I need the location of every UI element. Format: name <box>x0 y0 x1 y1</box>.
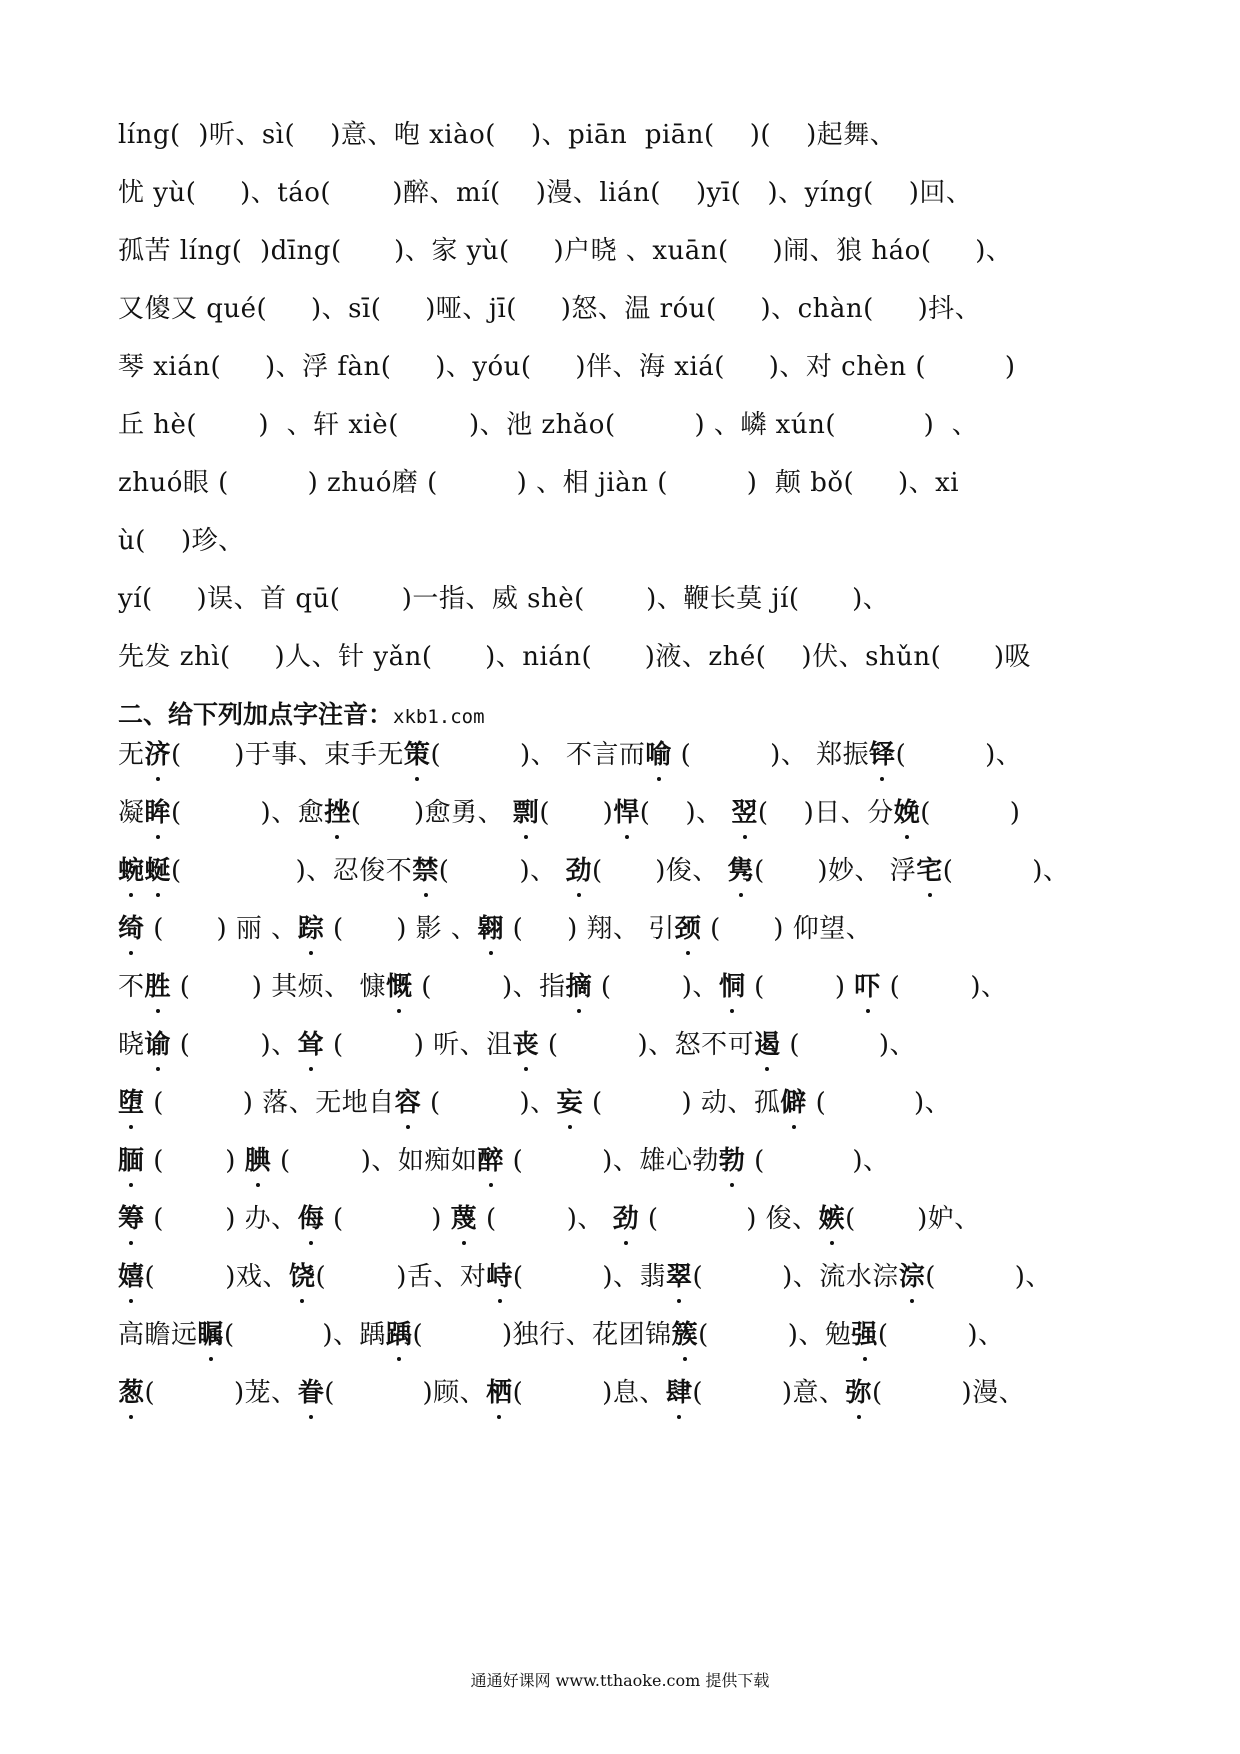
dotted-character: 禁 <box>412 856 439 886</box>
site-watermark-text: xkb1.com <box>393 706 485 728</box>
dotted-character: 强 <box>851 1320 878 1350</box>
pinyin-line-4: 又傻又 qué( )、sī( )哑、jī( )怒、温 róu( )、chàn( )抖、 <box>118 294 982 324</box>
line-text-segment: ( )、 <box>895 740 1023 770</box>
dotted-character: 峙 <box>486 1262 513 1292</box>
line-text-segment: ( )妙、 浮 <box>754 856 917 886</box>
page-footer: 通通好课网 www.tthaoke.com 提供下载 <box>470 1671 770 1690</box>
line-text-segment: ( )、愈 <box>171 798 325 828</box>
dotted-character: 剽 <box>512 798 540 828</box>
line-text-segment: ( )、 <box>942 856 1070 886</box>
line-text-segment: ( )俊、 <box>591 856 728 886</box>
pinyin-line-9: yí( )误、首 qū( )一指、威 shè( )、鞭长莫 jí( )、 <box>118 584 890 614</box>
dotted-character: 蜿 <box>118 856 145 886</box>
dotted-character: 眷 <box>297 1378 325 1408</box>
line-text-segment: ( )意、 <box>692 1378 846 1408</box>
line-text-segment: ( )戏、 <box>144 1262 289 1292</box>
line-text-segment: ( ) 听、沮 <box>324 1030 513 1060</box>
dotted-character: 挫 <box>324 798 351 828</box>
line-text-segment: ( ) 动、孤 <box>583 1088 781 1118</box>
line-text-segment: ( )茏、 <box>144 1378 298 1408</box>
dotted-character: 弥 <box>845 1378 873 1408</box>
dotted-character: 绮 <box>118 914 145 944</box>
line-text-segment: ( ) 俊、 <box>639 1204 819 1234</box>
pinyin-line-10: 先发 zhì( )人、针 yǎn( )、nián( )液、zhé( )伏、shǔn( )吸 <box>118 642 1032 672</box>
dotted-character: 堕 <box>118 1088 145 1118</box>
dotted-character: 眸 <box>144 798 172 828</box>
line-text-segment: ( ) 仰望、 <box>701 914 873 944</box>
dotted-character: 娩 <box>893 798 921 828</box>
dotted-character: 谕 <box>144 1030 172 1060</box>
dotted-character: 踽 <box>385 1320 413 1350</box>
dotted-character: 勃 <box>718 1146 746 1176</box>
line-text-segment: ( ) <box>539 798 614 828</box>
annotate-line-3 <box>118 854 1138 888</box>
dotted-character: 淙 <box>898 1262 926 1292</box>
line-text-segment: 凝 <box>118 798 145 828</box>
line-text-segment: 晓 <box>118 1030 145 1060</box>
dotted-character: 瞩 <box>197 1320 225 1350</box>
line-text-segment: ( )、 <box>925 1262 1052 1292</box>
dotted-character: 遏 <box>754 1030 781 1060</box>
dotted-character: 劲 <box>612 1204 640 1234</box>
annotate-line-12 <box>118 1376 1138 1410</box>
dotted-character: 济 <box>144 740 172 770</box>
pinyin-line-8: ù( )珍、 <box>118 526 245 556</box>
line-text-segment: 无 <box>118 740 145 770</box>
dotted-character: 腼 <box>118 1146 145 1176</box>
pinyin-line-7: zhuó眼 ( ) zhuó磨 ( ) 、相 jiàn ( ) 颠 bǒ( )、xi <box>118 468 960 498</box>
dotted-character: 翠 <box>666 1262 693 1292</box>
dotted-character: 铎 <box>869 740 896 770</box>
dotted-character: 妄 <box>556 1088 584 1118</box>
line-text-segment: 不 <box>118 972 145 1002</box>
annotate-line-7 <box>118 1086 1138 1120</box>
dotted-character: 踪 <box>297 914 325 944</box>
line-text-segment: ( ) <box>144 1146 245 1176</box>
line-text-segment: ( )、流水淙 <box>692 1262 899 1292</box>
dotted-character: 悍 <box>613 798 640 828</box>
line-text-segment: ( )、勉 <box>698 1320 852 1350</box>
dotted-character: 醉 <box>477 1146 504 1176</box>
dotted-character: 丧 <box>512 1030 540 1060</box>
line-text-segment: ( )、雄心勃 <box>503 1146 719 1176</box>
line-text-segment: ( )、 <box>877 1320 1005 1350</box>
line-text-segment: ( )、忍俊不 <box>171 856 413 886</box>
line-text-segment: ( )独行、花团锦 <box>412 1320 672 1350</box>
line-text-segment: ( ) 其烦、 慷 <box>171 972 386 1002</box>
line-text-segment: ( )、 郑振 <box>671 740 870 770</box>
annotate-line-4 <box>118 912 1138 946</box>
line-text-segment: ( )、 <box>639 798 732 828</box>
line-text-segment: ( ) 办、 <box>144 1204 298 1234</box>
dotted-character: 颈 <box>674 914 702 944</box>
dotted-character: 腆 <box>244 1146 272 1176</box>
dotted-character: 宅 <box>916 856 943 886</box>
dotted-character: 慨 <box>385 972 413 1002</box>
annotate-line-11 <box>118 1318 1138 1352</box>
line-text-segment: ( )、如痴如 <box>271 1146 478 1176</box>
dotted-character: 恫 <box>718 972 746 1002</box>
line-text-segment: ( )、 <box>806 1088 952 1118</box>
dotted-character: 隽 <box>727 856 755 886</box>
annotate-line-2 <box>118 796 1138 830</box>
annotate-line-8 <box>118 1144 1138 1178</box>
line-text-segment: ( )、 <box>171 1030 298 1060</box>
line-text-segment: ( ) 丽 、 <box>144 914 298 944</box>
line-text-segment: ( )于事、束手无 <box>171 740 404 770</box>
dotted-character: 葱 <box>118 1378 145 1408</box>
dotted-character: 喻 <box>645 740 672 770</box>
dotted-character: 栖 <box>486 1378 513 1408</box>
line-text-segment: ( )日、分 <box>757 798 894 828</box>
dotted-character: 吓 <box>854 972 881 1002</box>
dotted-character: 嬉 <box>118 1262 145 1292</box>
dotted-character: 摘 <box>565 972 593 1002</box>
line-text-segment: ( )、 <box>780 1030 917 1060</box>
dotted-character: 侮 <box>297 1204 325 1234</box>
dotted-character: 胜 <box>144 972 172 1002</box>
line-text-segment: ( )、 <box>592 972 719 1002</box>
line-text-segment: ( )、指 <box>412 972 566 1002</box>
line-text-segment: ( )舌、对 <box>315 1262 487 1292</box>
line-text-segment: ( )、 <box>421 1088 557 1118</box>
line-text-segment: ( ) 影 、 <box>324 914 478 944</box>
dotted-character: 僻 <box>780 1088 807 1118</box>
pinyin-line-6: 丘 hè( ) 、轩 xiè( )、池 zhǎo( ) 、嶙 xún( ) 、 <box>118 410 979 440</box>
section-2-title: 二、给下列加点字注音： <box>118 700 394 729</box>
line-text-segment: ( ) 翔、 引 <box>503 914 675 944</box>
line-text-segment: ( )、 不言而 <box>430 740 646 770</box>
line-text-segment: ( )、 <box>477 1204 613 1234</box>
annotate-line-9 <box>118 1202 1138 1236</box>
dotted-character: 饶 <box>288 1262 316 1292</box>
section-2-heading <box>118 698 1018 734</box>
dotted-character: 筹 <box>118 1204 145 1234</box>
dotted-character: 容 <box>394 1088 422 1118</box>
dotted-character: 翱 <box>477 914 504 944</box>
annotate-line-5 <box>118 970 1138 1004</box>
line-text-segment: ( )、踽 <box>224 1320 386 1350</box>
line-text-segment: ( ) <box>324 1204 451 1234</box>
line-text-segment: ( )、怒不可 <box>539 1030 755 1060</box>
dotted-character: 嫉 <box>818 1204 846 1234</box>
line-text-segment: ( )、 <box>438 856 566 886</box>
line-text-segment: ( )、 <box>880 972 1008 1002</box>
line-text-segment: ( ) <box>745 972 855 1002</box>
line-text-segment: ( )顾、 <box>324 1378 487 1408</box>
pinyin-line-5: 琴 xián( )、浮 fàn( )、yóu( )伴、海 xiá( )、对 chèn ( ) <box>118 352 1016 382</box>
pinyin-line-1: líng( )听、sì( )意、咆 xiào( )、piān piān( )( )起舞、 <box>118 120 897 150</box>
line-text-segment: ( )漫、 <box>872 1378 1026 1408</box>
dotted-character: 蜒 <box>144 856 172 886</box>
annotate-line-6 <box>118 1028 1138 1062</box>
line-text-segment: ( )息、 <box>512 1378 666 1408</box>
line-text-segment: ( )愈勇、 <box>350 798 513 828</box>
dotted-character: 策 <box>403 740 431 770</box>
dotted-character: 肆 <box>665 1378 693 1408</box>
dotted-character: 蔑 <box>450 1204 478 1234</box>
pinyin-line-3: 孤苦 líng( )dīng( )、家 yù( )户晓 、xuān( )闹、狼 háo( )、 <box>118 236 1013 266</box>
annotate-line-10 <box>118 1260 1138 1294</box>
line-text-segment: 高瞻远 <box>118 1320 198 1350</box>
line-text-segment: ( )、 <box>745 1146 890 1176</box>
line-text-segment: ( )妒、 <box>845 1204 981 1234</box>
dotted-character: 簇 <box>671 1320 699 1350</box>
dotted-character: 耸 <box>297 1030 325 1060</box>
line-text-segment: ( )、翡 <box>512 1262 667 1292</box>
pinyin-line-2: 忧 yù( )、táo( )醉、mí( )漫、lián( )yī( )、yíng( )回、 <box>118 178 973 208</box>
line-text-segment: ( ) <box>920 798 1021 828</box>
dotted-character: 劲 <box>565 856 592 886</box>
dotted-character: 翌 <box>731 798 758 828</box>
annotate-line-1 <box>118 738 1138 772</box>
line-text-segment: ( ) 落、无地自 <box>144 1088 395 1118</box>
